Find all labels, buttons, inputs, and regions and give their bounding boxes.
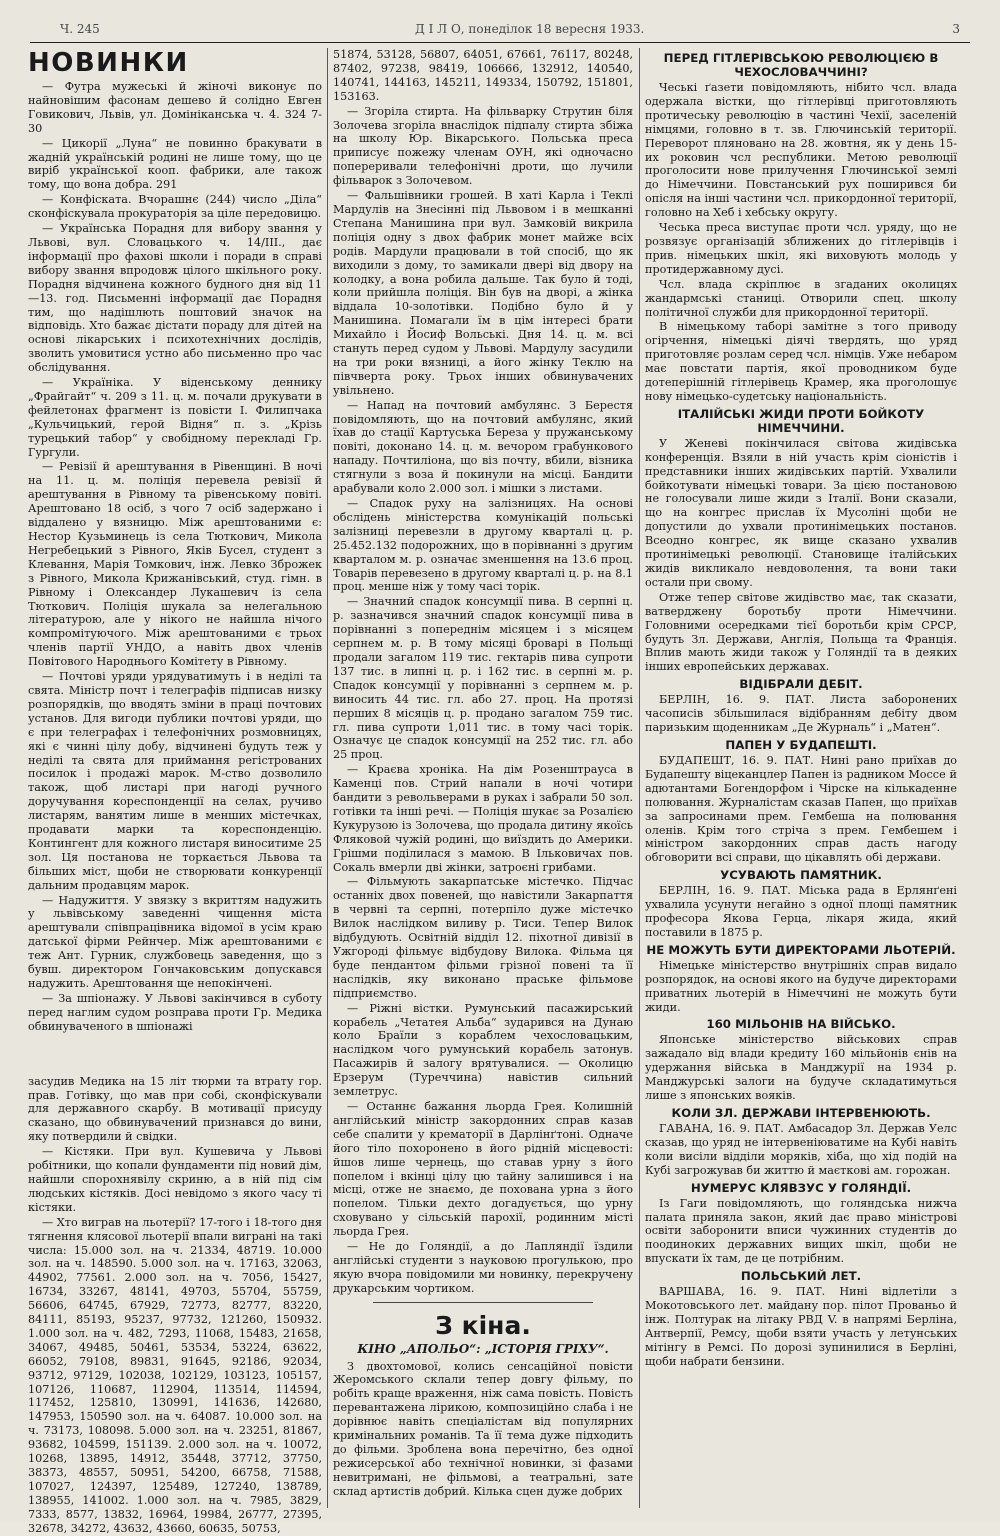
lottery-results-cont: 51874, 53128, 56807, 64051, 67661, 76117, 80248, 87402, 97238, 98419, 106666, 132912, 140540, 140741, 144163, 145211, 149334, 150792, 151801, 153163. xyxy=(333,48,633,103)
article-paragraph: ВАРШАВА, 16. 9. ПАТ. Нині відлетіли з Мокотовського лет. майдану пор. пілот Прованьо й інж. Полтурак на літаку РВД V. в напрямі Берліна, Антверпії, Ремсу, щоби взяти участь у летунських мітінгу в Ремсі. По дорозі зупинилися в Берліні, щоби набрати бензини. xyxy=(645,1285,957,1368)
header-rule xyxy=(30,42,970,43)
news-item: — Україніка. У віденському деннику „Фрайгайт“ ч. 209 з 11. ц. м. почали друкувати в фейлетонах фрагмент із повісти І. Филипчака „Кульчицький, герой Відня“ п. з. „Крізь турецький табор“ у свобідному перекладі Гр. Гургули. xyxy=(28,376,322,459)
article-headline: 160 МІЛЬОНІВ НА ВІЙСЬКО. xyxy=(706,1017,896,1032)
cinema-subhead: КІНО „АПОЛЬО“: „ІСТОРІЯ ГРІХУ“. xyxy=(357,1341,609,1356)
news-item: — Конфіската. Вчорашнє (244) число „Діла“ сконфіскувала прокураторія за ціле передовицю. xyxy=(28,193,322,221)
news-item: — Останнє бажання льорда Грея. Колишній англійський міністр закордонних справ казав себе спалити у крематорії в Дарлінґтоні. Одначе його тіло похоронено в його рідній місцевості: йшов лише чернець, що ставав урну з його попелом і вкінці цілу цю тайну залишився і на місці, отже не знаємо, де похована урна з його попелом. Тільки дехто догадується, що урну сховувано у сільській парохії, родинним місті льорда Грея. xyxy=(333,1099,633,1239)
article-headline: КОЛИ ЗЛ. ДЕРЖАВИ ІНТЕРВЕНЮЮТЬ. xyxy=(671,1106,931,1120)
article-headline: ВІДІБРАЛИ ДЕБІТ. xyxy=(739,677,863,692)
news-item: — Надужиття. У звязку з вкриттям надужить у львівському заведенні чищення міста арештували співпрацівника відомої в усім краю датської фірми Рейнчер. Між арештованими є теж Ант. Гурник, службовець заведення, що з бувш. директором Гончаковським допускався надужить. Арештовання ще непокінчені. xyxy=(28,893,322,990)
news-item: засудив Медика на 15 літ тюрми та втрату гор. прав. Готівку, що мав при собі, сконфіскували для державного скарбу. В мотивації присуду сказано, що обвинувачений признався до вини, яку потвердили й свідки. xyxy=(28,1074,322,1144)
news-item: — Цикорії „Луна“ не повинно бракувати в жадній українській родині не лише тому, що це виріб української кооп. фабрики, але також тому, що вона добра. 291 xyxy=(28,136,322,192)
column-3 xyxy=(645,48,957,1508)
article-headline: ПАПЕН У БУДАПЕШТІ. xyxy=(725,737,877,752)
news-item: — Згоріла стирта. На фільварку Струтин біля Золочева згоріла внаслідок підпалу стирта збіжа на школу Юр. Вікарського. Польська преса приписує пожежу членам ОУН, які одночасно попереривали телефонічні дроти, що лучили фільварок з Золочевом. xyxy=(333,104,633,188)
news-item: — Не до Голяндії, а до Лапляндії їздили англійські студенти з науковою прогулькою, про якую вчора повідомили ми новинку, перекручену друкарським чортиком. xyxy=(333,1240,633,1295)
page-header xyxy=(30,22,970,38)
column-divider xyxy=(327,48,328,1508)
news-item: — Напад на почтовий амбулянс. З Берестя повідомляють, що на почтовий амбулянс, який їхав до стації Картуська Береза у пружанському повіті, доконано 14. ц. м. вечором грабункового нападу. Почтиліона, що віз почту, вбили, візника стягнули з воза й покинули на місці. Бандити арабували коло 2.000 зол. і мішки з листами. xyxy=(333,398,633,496)
article-paragraph: БЕРЛІН, 16. 9. ПАТ. Листа заборонених часописів збільшилася відібранням дебіту двом паризьким щоденникам „Де Журналь“ і „Матен“. xyxy=(645,693,957,735)
section-masthead: НОВИНКИ xyxy=(28,48,189,78)
news-item: — Ріжні вістки. Румунський пасажирський корабель „Четатея Альба“ зударився на Дунаю коло Браїли з кораблем чехословацьким, наслідком чого румунський корабель затонув. Пасажирів й залогу врятувалися. — Околицю Ерзерум (Туреччина) навістив сильний землетрус. xyxy=(333,1001,633,1099)
article-paragraph: Чеська преса виступає проти чсл. уряду, що не розвязує організацій зближених до гітлерівців і прив. німецьких шкіл, які виховують молодь у протидержавному дусі. xyxy=(645,221,957,276)
article-paragraph: Японське міністерство військових справ зажадало від влади кредиту 160 мільйонів єнів на удержання війська в Манджурії на 1934 р. Манджурські залоги на будуче складатимуться лише з японських вояків. xyxy=(645,1033,957,1103)
article-headline: ІТАЛІЙСЬКІ ЖИДИ ПРОТИ БОЙКОТУ НІМЕЧЧИНИ. xyxy=(677,406,925,435)
article-paragraph: Чеські ґазети повідомляють, нібито чсл. влада одержала вістки, що гітлерівці приготовляють протичеську революцію в частині Чехії, заселеній німцями, головно в т. зв. Глючинській території. Переворот пляновано на 28. жовтня, як у день 15-их роковин чсл республики. Метою революції проголосити нове прилучення Глючинської землі до Німеччини. Повстанський рух поширився би опісля на інші частини чсл. прикордонної території, головно на Хеб і хебську округу. xyxy=(645,81,957,220)
paper-dateline: Д І Л О, понеділок 18 вересня 1933. xyxy=(415,22,645,36)
article-headline: ПОЛЬСЬКИЙ ЛЕТ. xyxy=(740,1269,862,1284)
censored-gap xyxy=(28,1035,322,1075)
article-paragraph: В німецькому таборі замітне з того приводу огірчення, німецькі діячі твердять, що уряд приготовляє розлам серед чсл. німців. Уже небаром має повстати партія, якої проводником буде дотеперішній гітлерівець Крамер, яка проголошує нову німецько-судетську національність. xyxy=(645,320,957,403)
article-paragraph: Із Гаги повідомляють, що голяндська нижча палата приняла закон, який дає право міністрові освіти заборонити вписи чужинних студентів до поодиноких державних вищих шкіл, щоби не впускати їх там, де це потрібним. xyxy=(645,1196,957,1266)
article-paragraph: БЕРЛІН, 16. 9. ПАТ. Міська рада в Ерлянґені ухвалила усунути негайно з одної площі памятник професора Якова Герца, лікаря жида, який поставили в 1875 р. xyxy=(645,884,957,939)
article-paragraph: ГАВАНА, 16. 9. ПАТ. Амбасадор Зл. Держав Уелс сказав, що уряд не інтервеніюватиме на Кубі навіть коли висіли відділи моряків, хіба, що хід подій на Кубі загрожував би життю й маєткові ам. горожан. xyxy=(645,1122,957,1177)
cinema-review: З двохтомової, колись сенсаційної повісти Жеромського склали тепер довгу фільму, по робіть краще враження, ніж сама повість. Повість перевантажена лірикою, композиційно слаба і не дорівнює навіть спеціалістам від популярних кримінальних романів. Та її тема дуже підходить до фільми. Зроблена вона перечітно, без одної режисерської або технічної новинки, зі фазами невитримані, не фільмові, а театральні, зате склад артистів добрий. Кілька сцен дуже добрих xyxy=(333,1359,633,1498)
news-item: — Значний спадок консумції пива. В серпні ц. р. зазначився значний спадок консумції пива в порівнанні з попереднім місяцем і з місяцем серпнем м. р. В тому місяці броварі в Польщі продали загалом 119 тис. гектарів пива супроти 137 тис. в липні ц. р. і 162 тис. в серпні м. р. Спадок консумції у порівнанні з серпнем м. р. виносить 44 тис. гл. або 27. проц. На протязі перших 8 місяців ц. р. продано загалом 759 тис. гл. пива супроти 1,011 тис. в тому часі торік. Означує це спадок консумції на 252 тис. гл. або 25 проц. xyxy=(333,595,633,762)
news-item: — Фальшівники грошей. В хаті Карла і Теклі Мардулів на Знесінні під Львовом і в мешканні Степана Манишина при вул. Замковій викрила поліція одну з двох фабрик монет майже всіх родів. Мардули працювали в той спосіб, що як виходили з дому, то замикали двері від двору на колодку, а вона робила дальше. Так було й тоді, коли прийшла поліція. Він був на дворі, а жінка віддала 10-золотівки. Подібно було й у Манишина. Помагали їм в цім інтересі брати Михайло і Йосиф Вольські. Дня 14. ц. м. всі стануть перед судом у Львові. Мардулу засудили на три роки вязниці, а його жінку Теклю на півчверта року. Трьох інших обвинувачених увільнено. xyxy=(333,189,633,397)
news-item: — Ревізії й арештування в Рівенщині. В ночі на 11. ц. м. поліція перевела ревізії й арештування в Рівному та рівенському повіті. Арештовано 18 осіб, з чого 7 осіб задержано і віддалено у вязницю. Між арештованими є: Нестор Кузьминець із села Тюткович, Микола Негребецький з Рівного, Яків Бусел, студент з Клевання, Марія Томкович, інж. Левко Зброжек з Рівного, Микола Крижанівський, студ. гімн. в Рівному і Олександер Лукашевич із села Тюткович. Поліція шукала за нелегальною літературою, але у нікого не найшла нічого компромітуючого. Між арештованими є трьох членів партії УНДО, а навіть двох членів Повітового Народнього Комітету в Рівному. xyxy=(28,460,322,669)
column-1 xyxy=(28,48,322,1535)
news-item: — Почтові уряди урядуватимуть і в неділі та свята. Міністр почт і телеграфів підписав низку розпорядків, що вводять зміни в праці почтових установ. Для вигоди публики почтові уряди, що є при телеграфах і телефонічних розмовницях, які є чинні цілу добу, відчинені будуть теж у неділі та свята для приймання регістрованих посилок і продажі марок. М-ство дозволило також, щоб листарі при нагоді ручного доручування кореспонденції на селах, ручиво листарям, ванятим лише в менших містечках, продавати марки та кореспонденцію. Контингент для кожного листаря виноситиме 25 зол. Ця постанова не торкається Львова та більших міст, щоби не створювати конкуренції дальним продавцям марок. xyxy=(28,670,322,892)
news-item: — Фільмують закарпатське містечко. Підчас останніх двох повеней, що навістили Закарпаття в червні та серпні, потерпіло дуже містечко Вилок наслідком виливу р. Тиси. Тепер Вилок відбудують. Освітній відділ 12. піхотної дивізії в Ужгороді фільмує відбудову Вилока. Фільма ця буде пендантом фільми грізної повені та її наслідків, яку виконано праське фільмове підприємство. xyxy=(333,875,633,1000)
article-paragraph: У Женеві покінчилася світова жидівська конференція. Взяли в ній участь крім сіоністів і представники інших жидівських партій. Ухвалили бойкотувати німецькі товари. За цією постановою не голосували лише жиди з Італії. Вони сказали, що на конгрес прислав їх Мусоліні щоби не допустили до ухвали протинімецьких постанов. Всеодно конгрес, як вище сказано ухвалив протинімецькі революції. Становище італійських жидів викликало невдоволення, та вони таки остали при свому. xyxy=(645,436,957,589)
article-paragraph: Чсл. влада скріплює в згаданих околицях жандармські станиці. Отворили спец. школу політичної служби для прикордонної території. xyxy=(645,277,957,319)
article-headline: ПЕРЕД ГІТЛЕРІВСЬКОЮ РЕВОЛЮЦІЄЮ В ЧЕХОСЛОВАЧЧИНІ? xyxy=(663,51,939,79)
article-paragraph: Німецьке міністерство внутрішніх справ видало розпорядок, на основі якого на будуче директорами приватних льотерій в Німеччині не можуть бути жиди. xyxy=(645,958,957,1014)
article-paragraph: БУДАПЕШТ, 16. 9. ПАТ. Нині рано приїхав до Будапешту віцеканцлер Папен із радником Моссе й адютантами Богендорфом і Чірске на кількаденне полювання. Журналістам сказав Папен, що приїхав за запросинами прем. Гембеша на полювання оленів. Крім того стріча з прем. Гембешем і міністром закордонних справ дасть нагоду обговорити всі справи, що цікавлять обі держави. xyxy=(645,753,957,865)
news-item: — За шпіонажу. У Львові закінчився в суботу перед наглим судом розправа проти Гр. Медика обвинуваченого в шпіонажі xyxy=(28,991,322,1033)
lottery-results: — Хто виграв на льотерії? 17-того і 18-того дня тягнення клясової льотерії впали виграні на такі числа: 15.000 зол. на ч. 21334, 48719. 10.000 зол. на ч. 148590. 5.000 зол. на ч. 17163, 32063, 44902, 77561. 2.000 зол. на ч. 7056, 15427, 16734, 33267, 48141, 49703, 55704, 55759, 56606, 64745, 67929, 72773, 82777, 83220, 84111, 85193, 95237, 97732, 121260, 150932. 1.000 зол. на ч. 482, 7293, 11068, 15483, 21658, 34067, 49485, 50461, 53534, 53224, 63622, 66052, 79108, 89831, 91645, 92186, 92034, 93712, 97129, 102038, 102129, 103123, 105157, 107126, 110687, 112904, 113514, 114594, 117452, 125810, 130991, 141636, 142680, 147953, 150590 зол. на ч. 64087. 10.000 зол. на ч. 73173, 108098. 5.000 зол. на ч. 23251, 81867, 93682, 104599, 151139. 2.000 зол. на ч. 10072, 10268, 13895, 14912, 35448, 37712, 37750, 38373, 48557, 50951, 54200, 66758, 71588, 107027, 124397, 125489, 127240, 138789, 138955, 141002. 1.000 зол. на ч. 7985, 3829, 7333, 8577, 13832, 16964, 19984, 26777, 27395, 32678, 34272, 43632, 43660, 60635, 50753, xyxy=(28,1215,322,1535)
news-item: — Українська Порадня для вибору звання у Львові, вул. Словацького ч. 14/III., дає інформації про фахові школи і поради в справі вибору звання впродовж цілого шкільного року. Порадня відчинена кожного будного дня від 11—13. год. Письменні інформації дає Порадня тим, що надішлють поштовий значок на відповідь. Хто бажає дістати пораду для дітей на основі лікарських і психотехнічних дослідів, зволить умовитися устно або письменно про час обслідування. xyxy=(28,222,322,375)
article-headline: НУМЕРУС КЛЯВЗУС У ГОЛЯНДІЇ. xyxy=(690,1180,912,1195)
news-item: — Кістяки. При вул. Кушевича у Львові робітники, що копали фундаменти під новий дім, найшли спорохнявілу скриню, а в ній під сім людських кістяків. Досі невідомо з якого часу ті кістяки. xyxy=(28,1145,322,1214)
issue-number: Ч. 245 xyxy=(60,22,100,36)
page-number: 3 xyxy=(952,22,960,36)
news-item: — Футра мужеські й жіночі виконує по найновішим фасонам дешево й солідно Евген Говикович, Львів, ул. Домініканська ч. 4. 324 7-30 xyxy=(28,80,322,135)
article-headline: УСУВАЮТЬ ПАМЯТНИК. xyxy=(720,868,882,883)
cinema-section-title: З кіна. xyxy=(435,1310,531,1340)
column-divider xyxy=(639,48,640,1508)
article-paragraph: Отже тепер світове жидівство має, так сказати, ватверджену боротьбу проти Німеччини. Головними осередками тієї боротьби крім СРСР, будуть Зл. Держави, Англія, Польща та Франція. Вплив мають жиди також у Голяндії та в деяких інших европейських державах. xyxy=(645,590,957,674)
column-2 xyxy=(333,48,633,1508)
news-item: — Спадок руху на залізницях. На основі обслідень міністерства комунікацій польські залізниці перевезли в другому кварталі ц. р. 25.452.132 подорожних, що в порівнанні з другим кварталом м. р. означає зменшення на 13.6 проц. Товарів перевезено в другому кварталі ц. р. на 8.1 проц. менше ніж у тому часі торік. xyxy=(333,497,633,594)
news-item: — Краєва хроніка. На дім Розенштрауса в Каменці пов. Стрий напали в ночі чотири бандити з револьверами в руках і забрали 50 зол. готівки та інші речі. — Поліція шукає за Розалією Кукурузою із Золочева, що продала дитину якоїсь Фляковой чужій родині, що виїздить до Америки. Грішми поділилася з мамою. В Ільковичах пов. Сокаль вмерли дві жінки, затроєні грибами. xyxy=(333,763,633,874)
article-headline: НЕ МОЖУТЬ БУТИ ДИРЕКТОРАМИ ЛЬОТЕРІЙ. xyxy=(646,942,956,957)
section-separator xyxy=(373,1302,593,1303)
